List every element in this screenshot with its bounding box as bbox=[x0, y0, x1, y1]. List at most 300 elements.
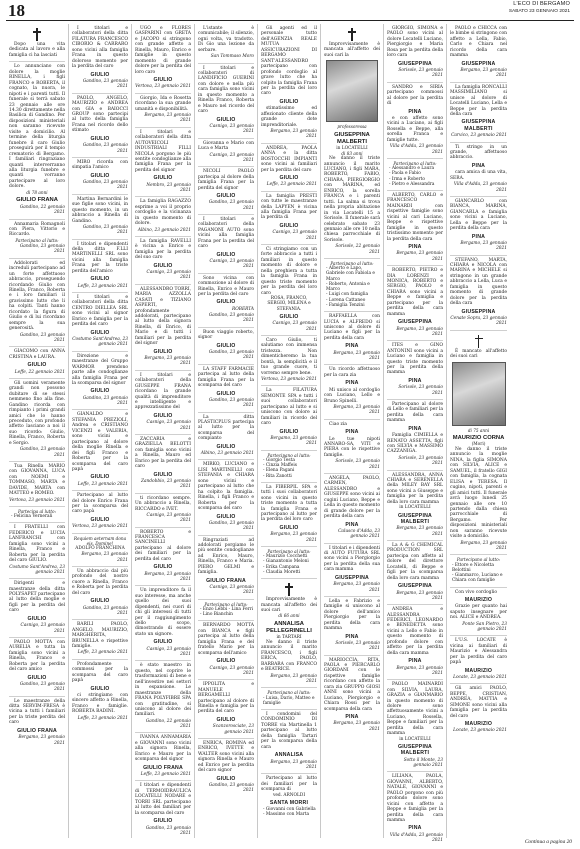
mourner-entry: - Pietro e Alessandra bbox=[389, 181, 435, 187]
cross-icon bbox=[285, 583, 293, 596]
obituary-notice bbox=[135, 24, 191, 94]
deceased-name: GIUSEPPINA bbox=[461, 60, 496, 67]
notice-text: La ditta PLASTICPLUS partecipa al lutto per la scomparsa del compianto bbox=[198, 414, 254, 442]
deceased-name: GIULIO bbox=[216, 390, 236, 397]
place-date: San Tommaso Moro bbox=[210, 54, 254, 60]
obituary-notice bbox=[450, 331, 507, 556]
place-date: Bergamo, 23 gennaio 2021 bbox=[396, 326, 443, 337]
notice-text: Ne danno il triste annuncio il marito FRANCESCO, i figli ERICA, PAOLO, BARBARA con FRANCO e BEATRICE. bbox=[261, 639, 317, 673]
obituary-notice bbox=[9, 24, 65, 62]
obituary-notice bbox=[9, 579, 65, 638]
deceased-name: PINA bbox=[345, 380, 359, 387]
notice-text: MIRO ricorda con simpatia l'amico bbox=[72, 159, 128, 171]
obituary-notice bbox=[135, 733, 191, 781]
place-date: Bergamo, 23 gennaio 2021 bbox=[144, 571, 191, 582]
deceased-name: GIULIO bbox=[90, 329, 110, 336]
place-date: Gandino, 23 gennaio 2021 bbox=[145, 825, 191, 836]
obituary-notice bbox=[387, 400, 443, 471]
deceased-name: GIUSEPPINA bbox=[398, 60, 432, 67]
notice-text: Con vivo cordoglio bbox=[455, 589, 497, 595]
place-date: Bergamo, 23 gennaio 2021 bbox=[333, 582, 380, 593]
notice-text: È mancato all'affetto dei suoi cari bbox=[450, 348, 507, 360]
notice-text: MIRKO, LUCIANO e LISI MARTINELLI con STEFANIA e CHIARA sono vicini e partecipano al lutto che ha colpito la famiglia. Rinella, i figli Franco e Roberta per la scomparsa del caro bbox=[198, 462, 254, 512]
column-1 bbox=[6, 24, 69, 838]
place-date: Villa d'Adda, 23 gennaio 2021 bbox=[389, 144, 443, 155]
notice-text: Le tue nipoti ANNARO-SA, VITI e PIERA con le rispettive famiglie. bbox=[324, 436, 380, 458]
continuation-note: Continua a pagina 20 bbox=[524, 839, 572, 845]
mourner-entry: - Elena Pagani bbox=[263, 468, 295, 474]
notice-text: Buon viaggio roberto, signor bbox=[198, 329, 254, 341]
obituary-notice bbox=[198, 167, 254, 215]
notice-text: cara amica di una vita, SERA. bbox=[450, 170, 507, 181]
obituary-notice bbox=[261, 483, 317, 547]
obituary-notice bbox=[9, 379, 65, 462]
obituary-notice bbox=[387, 541, 443, 605]
notice-subtitle: Partecipano al lutto: bbox=[267, 548, 311, 554]
obituary-notice bbox=[198, 24, 254, 64]
place-date: ROBERTA bbox=[232, 306, 254, 312]
notice-text: Un ricordo affettuoso per la cara zia bbox=[324, 367, 380, 378]
deceased-name: GIULIO bbox=[153, 564, 173, 571]
notice-text: Tua Rinella MARIO con GIOVANNA, LUCA con NOEMI e TOMMASO, MARTA e DAVIDE, MARTA con MATTEO e ROMEO. bbox=[9, 463, 65, 497]
deceased-name: GIULIO bbox=[153, 471, 173, 478]
place-date: Gandino, 23 gennaio 2021 bbox=[208, 313, 254, 324]
obituary-notice bbox=[261, 24, 317, 144]
place-date: Vertova, 23 gennaio 2021 bbox=[72, 524, 128, 530]
deceased-name: GIULIO bbox=[216, 299, 236, 306]
notice-text: BERNARDO MOTTA con BIANCA e figli partecipa al lutto della famiglia Frana e del fratello Mario per la scomparsa dell'amico bbox=[198, 623, 254, 656]
obituary-notice bbox=[9, 220, 65, 259]
deceased-name: GIULIO bbox=[279, 98, 299, 105]
mourner-entry: - Maurizio Cocchetti bbox=[263, 554, 308, 560]
place-date: Zandobbio, 23 gennaio 2021 bbox=[140, 479, 191, 490]
obituary-notice bbox=[198, 680, 254, 739]
deceased-name: GIULIO bbox=[90, 71, 110, 78]
obituary-notice bbox=[261, 192, 317, 245]
place-date: Locate, 23 gennaio 2021 bbox=[453, 675, 507, 680]
deceased-name: GIULIO FRANA bbox=[206, 577, 246, 584]
notice-text: La famiglia RAGAZZO esprime a voi il proprio cordoglio e la vicinanza in questo momento di dolore. bbox=[135, 199, 191, 227]
place-date: Bergamo, 23 gennaio 2021 bbox=[18, 735, 65, 746]
deceased-name: GIULIO bbox=[216, 251, 236, 258]
obituary-notice bbox=[387, 471, 443, 541]
deceased-name: MAURIZIO bbox=[464, 721, 493, 728]
notice-text: I titolari e collaboratori di LANDIFICIO GUERINI con dolore e nella più cara famiglia sono vicini in questo momento a Rinella Franco, Roberta e Mauro nel ricordo del caro bbox=[198, 65, 254, 115]
column-7 bbox=[384, 24, 447, 844]
deceased-name: GIULIO bbox=[27, 362, 47, 369]
deceased-name: GIULIO bbox=[216, 716, 236, 723]
place-date: Nembro, 23 gennaio 2021 bbox=[146, 182, 191, 194]
deceased-name: GIULIO bbox=[90, 276, 110, 283]
notice-text: Mi unisco al cordoglio con Luciano, Lello e Bruno Spinelli. bbox=[324, 387, 380, 404]
place-date: Casnigo, 23 gennaio 2021 bbox=[146, 420, 191, 431]
place-date: Vertova, 23 gennaio 2021 bbox=[9, 497, 65, 503]
mourner-entry: - Enzo Lebbi - Lina Ferri bbox=[200, 606, 254, 612]
notice-text: Un abbraccio dal più profondo del nostro cuore a Rinella, Franco e Roberta per la perdita del caro bbox=[72, 568, 128, 596]
name-detail: in TARTARI bbox=[276, 634, 302, 640]
notice-text: Caro Giulio, ti salutiamo con immensa tristezza. Non dimenticheremo la tua bontà, la semplicità e il tuo grande cuore, ti vorremo sempre bene. bbox=[261, 337, 317, 376]
notice-text: PAOLO e CHICCA con le bimbe si stringono con affetto a Lella, Fabio, Carlo e Chiara nel ricordo della cara mamma bbox=[450, 26, 507, 59]
place-date: Leffe, 23 gennaio 2021 bbox=[77, 481, 128, 487]
deceased-name: GIULIO bbox=[90, 388, 110, 395]
deceased-name: GIULIO bbox=[279, 313, 299, 320]
place-date: Bergamo, 23 gennaio 2021 bbox=[333, 405, 380, 416]
obituary-notice bbox=[450, 684, 507, 736]
notice-text: Annamaria Romagnoli con Piera, Vittorio e Riccardo. bbox=[9, 221, 65, 238]
place-date: Gandino, 22 gennaio 2021 bbox=[19, 204, 65, 216]
column-3 bbox=[132, 24, 195, 838]
place-date: Gandino, 23 gennaio 2021 bbox=[82, 79, 128, 90]
column-2 bbox=[69, 24, 132, 838]
mourner-entry: - Roberto, Antonia e Marco bbox=[326, 281, 370, 293]
obituary-notice bbox=[135, 781, 191, 839]
column-5 bbox=[258, 24, 321, 838]
obituary-notice bbox=[72, 620, 128, 660]
place-date: Casnigo, 23 gennaio 2021 bbox=[209, 259, 254, 270]
place-date: Vertova, 23 gennaio 2021 bbox=[135, 84, 191, 90]
obituary-notice bbox=[135, 371, 191, 435]
deceased-name: PINA bbox=[408, 377, 422, 384]
place-date: Bergamo, 23 gennaio 2021 bbox=[144, 113, 191, 124]
deceased-name: PINA bbox=[408, 658, 422, 665]
notice-text: Un imprenditore fa il suo interesse, ma anche quello dei suoi dipendenti, nei cuori di chi gli interessi di tutti per il raggiungimento dello scopo, dimostrando di essere stato un signore. bbox=[135, 588, 191, 637]
place-date: Gandino, 23 gennaio 2021 bbox=[208, 200, 254, 211]
deceased-name: MAURIZIO bbox=[464, 667, 493, 674]
obituary-notice bbox=[72, 158, 128, 195]
deceased-name: GIULIO bbox=[153, 818, 173, 825]
name-detail: in LOCATELLI bbox=[336, 145, 368, 151]
notice-text: Dirigenti e maestranze della ditta POLYSAPET partecipano al lutto della moglie e figli per la perdita del caro bbox=[9, 581, 65, 614]
deceased-name: GIULIO bbox=[279, 428, 299, 435]
place-date: Casnigo, 23 gennaio 2021 bbox=[272, 321, 317, 332]
deceased-name: GIULIO bbox=[90, 135, 110, 142]
obituary-notice bbox=[72, 567, 128, 620]
place-date: Casnigo, 23 gennaio 2021 bbox=[20, 623, 65, 634]
obituary-notice bbox=[72, 293, 128, 352]
obituary-notice bbox=[450, 588, 507, 637]
notice-text: Gli agenti ed il personale tutto dell'AGENZIA REALE MUTUA ASSICURAZIONI DI BERGAMO SANT'ALESSANDRO partecipano con profondo cordoglio al grave lutto che ha colpito la famiglia Frana per la perdita del loro caro bbox=[261, 26, 317, 97]
place-date: Bergamo, 23 gennaio 2021 bbox=[396, 526, 443, 537]
mourner-entry: - Luisa, Dario, Matteo e famiglie bbox=[263, 695, 315, 706]
place-date: Gandino, 23 gennaio 2021 bbox=[82, 143, 128, 154]
obituary-notice bbox=[72, 410, 128, 491]
obituary-notice bbox=[450, 197, 507, 256]
place-date: Bergamo, 23 gennaio 2021 bbox=[270, 532, 317, 543]
mourner-entry: - Erika Campana bbox=[263, 564, 300, 570]
notice-text: I titolari e dipendenti della ditta F.LLI MARTINELLI SRL sono vicini alla famiglia Frana per la triste perdita dell'amico bbox=[72, 241, 128, 274]
obituary-notice bbox=[387, 266, 443, 341]
place-date: Costumo Sant'Andrea, 23 gennaio 2021 bbox=[9, 564, 65, 575]
place-date: Leffe, 23 gennaio 2021 bbox=[77, 650, 128, 656]
obituary-notice bbox=[324, 656, 380, 736]
obituary-notice bbox=[450, 143, 507, 197]
obituary-notice bbox=[72, 491, 128, 534]
mourner-entry: - Ettore e Nicoletta Belottini bbox=[452, 562, 494, 573]
column-4 bbox=[195, 24, 258, 838]
notice-text: ROBERTO e FRANCESCA SANCINELLI partecipano al dolore dei familiari per la perdita del caro bbox=[135, 529, 191, 562]
deceased-name: ANNALISA bbox=[274, 752, 304, 759]
notice-text: Ti stringo in un grande, affettuoso abbraccio. bbox=[450, 144, 507, 161]
notice-text: La FIBERPIL SPA e tutti i suoi collaboratori sono vicini in questo triste momento a tutta la famiglia Frana e partecipano al lutto per la perdita del loro caro bbox=[261, 484, 317, 523]
obituary-notice bbox=[450, 256, 507, 331]
portrait-photo bbox=[452, 362, 506, 426]
obituary-notice bbox=[135, 285, 191, 371]
notice-text: è stato maestro in questo, nel coprire le trasformazioni di bene e nell'investire nei settori in espansione. Le maestranze della FRANA POLYFIBRE SPA con gratitudine, si uniscono al dolore dei familiari. bbox=[135, 663, 191, 718]
place-date: Gandino, 23 gennaio 2021 bbox=[208, 782, 254, 794]
notice-text: Grazie per quanto hai saputo insegnare per noi. ALICE e ANDREA. bbox=[450, 604, 507, 621]
obituary-notice bbox=[198, 274, 254, 328]
notice-text: ANDREA, PAOLA ANNA e la ditta BOSTOCCHI IMPIANTI sono vicini ai familiari per la perdita del caro bbox=[261, 145, 317, 173]
obituary-notice bbox=[387, 772, 443, 846]
obituary-notice bbox=[450, 555, 507, 587]
place-date: Casnigo, 23 gennaio 2021 bbox=[146, 646, 191, 658]
deceased-name: GIULIO FRANA bbox=[143, 764, 183, 771]
deceased-name: GIULIO bbox=[279, 174, 299, 181]
obituary-notice bbox=[135, 128, 191, 198]
portrait-photo bbox=[326, 60, 378, 122]
notice-text: MARIOCCIA, RITA, PAOLA e PIERCARLO GIORDANI con le rispettive famiglie ricordano con affetto la cara zia GRUPPO GIOSI ANNI sono vicini a Luciano, Piergiorgio e Chiara Rossi per la scomparsa della cara bbox=[324, 657, 380, 712]
obituary-notice bbox=[387, 159, 443, 191]
notice-text: GIORGIO, SIMONA e PAOLO sono vicini al dolore Locatelli Luciano, Piergiorgio e Maria Rosa per la perdita della loro cara bbox=[387, 26, 443, 59]
deceased-name: PINA bbox=[408, 244, 422, 251]
obituary-notice bbox=[450, 24, 507, 83]
place-date: Cenate Sopra, 23 gennaio 2021 bbox=[450, 316, 507, 327]
notice-text: GIANALDO e STEFANIA PREZIOLI, Andrea e CRISTIANO VICENZI e VALERIA, sono vicini e partecipano al dolore della moglie Rinella e dei figli Franco e Roberta per la scomparsa del caro papà bbox=[72, 412, 128, 472]
mourner-entry: - Alessandro e Laura bbox=[389, 166, 435, 171]
obituary-notice bbox=[9, 259, 65, 347]
notice-text: PAOLO MOTTA con AURELIA e tutta la famiglia sono vicini a Rinella, Franco e Roberta per la perdita del caro amico bbox=[9, 639, 65, 673]
obituary-notice bbox=[72, 534, 128, 567]
deceased-name: ANNALISA PELLEGRINELLI bbox=[266, 620, 312, 634]
obituary-notice bbox=[324, 365, 380, 419]
notice-text: I titolari e collaboratori della PAGANONI AUTO sono vicini alla famiglia Frana per la perdita del caro bbox=[198, 216, 254, 250]
obituary-notice bbox=[198, 365, 254, 413]
notice-text: Improvvisamente è mancata all'affetto dei suoi cari la bbox=[324, 42, 380, 58]
place-date: Albino, 23 gennaio 2021 bbox=[200, 451, 254, 457]
obituary-notice bbox=[135, 586, 191, 661]
deceased-name: GIULIO bbox=[27, 674, 47, 681]
obituary-notice bbox=[324, 420, 380, 474]
obituary-notice bbox=[261, 386, 317, 450]
mourner-entry: - Felicina Vernerali bbox=[11, 514, 53, 520]
deceased-name: GIULIO FRANA bbox=[16, 196, 58, 203]
notice-text: Partecipano al dolore di Lello e familiari per la perdita della cara mamma bbox=[387, 401, 443, 424]
place-date: Bergamo, 23 gennaio 2021 bbox=[460, 540, 507, 552]
notice-subtitle: di 78 anni bbox=[26, 189, 48, 195]
obituary-notice bbox=[198, 536, 254, 600]
page-header bbox=[6, 0, 574, 21]
place-date: Sorisole, 23 gennaio 2021 bbox=[398, 385, 443, 396]
notice-text: UGO e FLORES GASPARINI con GRETA e JACOPO si stringono con grande affetto a Rinella, Mauro, Enrico e famiglie in questo momento di grande dolore per la perdita del loro caro bbox=[135, 26, 191, 75]
deceased-name: PINA bbox=[345, 521, 359, 528]
obituary-notice bbox=[72, 195, 128, 240]
deceased-name: GIUSEPPINA bbox=[398, 583, 432, 590]
place-date: Gandino, 23 gennaio 2021 bbox=[19, 447, 65, 458]
mourner-entry: - Claudia Moretti bbox=[263, 569, 301, 575]
notice-text: Addolorati ed increduli partecipano ad un forte affettuoso abbraccio, proseguendo ricordando Giulio con Rinella, Franco, Roberta e i loro familiari il gravissimo lutto che li ha colpiti. Tanti hanno ricordato la figura di Giulio e di lui ricordano sempre la sua generosità. bbox=[9, 260, 65, 332]
mourner-entry: - Cinzia Maffeis bbox=[263, 463, 297, 468]
place-date: Scanzorosciate, 23 gennaio 2021 bbox=[212, 724, 254, 735]
obituary-notice bbox=[9, 462, 65, 507]
obituary-notice bbox=[387, 341, 443, 400]
notice-text: La famiglia PRESTI con tutte le maestranze della LAPYEN è vicina alla famiglia Frana per la perdita di bbox=[261, 193, 317, 221]
obituary-notice bbox=[324, 24, 380, 259]
mourner-entry: - Famiglia Tenzini bbox=[326, 302, 365, 308]
place-date: Bergamo, 23 gennaio 2021 bbox=[396, 665, 443, 676]
notice-text: Partecipano al lutto del dolore Enrico Frana per la scomparsa del caro papà bbox=[72, 493, 128, 515]
deceased-name: GIULIO bbox=[279, 524, 299, 531]
obituary-notice bbox=[9, 638, 65, 697]
notice-text: LA STAFF FARMACIE partecipa al lutto della famiglia Frana per la scomparsa del caro bbox=[198, 366, 254, 389]
obituary-notice bbox=[387, 83, 443, 159]
obituary-notice bbox=[72, 94, 128, 158]
notice-text: Ciao zia bbox=[329, 421, 347, 427]
notice-text: Dopo una vita dedicata al lavoro e alla famiglia ci ha lasciati bbox=[9, 42, 65, 58]
notice-text: ZACCARIA e GRAZIELLA BELOTTI con famiglia sono vicini a Rinella, Mauro ed Enrico per la perdita del caro bbox=[135, 436, 191, 470]
place-date: Gandino, 23 gennaio 2021 bbox=[82, 180, 128, 191]
notice-text: Giovanna e Mario con Luca e Marta bbox=[198, 140, 254, 152]
notice-text: ITES e GINO ANTONINI sono vicini a Luciano e famiglia in questo triste momento per la perdita della mamma bbox=[387, 343, 443, 376]
obituary-notice bbox=[198, 600, 254, 622]
place-date: Albino, 23 gennaio 2021 bbox=[137, 227, 191, 233]
deceased-name: PINA bbox=[471, 162, 486, 169]
obituary-notice bbox=[261, 688, 317, 710]
obituary-notice bbox=[135, 494, 191, 528]
deceased-name: GIUSEPPINA MALBERTI bbox=[461, 119, 496, 132]
notice-text: ALESSANDRA, ANNA CHIARA e SERENELLA della MILEY BAY SRL sono vicini a Giuseppe e famiglia per la perdita della loro cara mamma bbox=[387, 472, 443, 505]
notice-subtitle: di 66 anni bbox=[278, 613, 300, 619]
place-date: Bergamo, 23 gennaio 2021 bbox=[460, 68, 507, 79]
notice-text: Profondamente commossi per la scomparsa del caro papà bbox=[72, 661, 128, 684]
deceased-name: GIULIO bbox=[216, 658, 236, 665]
deceased-name: GIUSEPPINA MALBERTI bbox=[334, 131, 370, 145]
notice-text: Giorgio, Ida e Rosetta ricordano la sua grande umanità e disponibilità. bbox=[135, 95, 191, 112]
obituary-notice bbox=[135, 528, 191, 587]
notice-text: ANDREA e ALESSANDRA FEDERICI, LEONARDO e BENEDETTA sono vicini a Lello e Fabio in questo momento di profondo dolore con affetto per la perdita della cara mamma bbox=[387, 607, 443, 656]
deceased-name: GIULIO bbox=[216, 775, 236, 782]
place-date: Vertova, 23 gennaio 2021 bbox=[261, 377, 317, 383]
notice-text: I titolari e collaboratori della ditta CENTRO DIELLEA SRL sono vicini al signor Enrico e famiglia per la perdita del caro bbox=[72, 294, 128, 328]
place-date: Casnigo, 23 gennaio 2021 bbox=[146, 270, 191, 281]
obituary-notice bbox=[135, 94, 191, 128]
place-date: Sorisole, 22 gennaio 2021 bbox=[335, 244, 380, 255]
obituary-notice bbox=[72, 660, 128, 724]
place-date: Costumo Sant'Andrea, 23 gennaio 2021 bbox=[72, 337, 128, 348]
obituary-notice bbox=[198, 739, 254, 797]
notice-subtitle: di 75 anni bbox=[467, 427, 490, 433]
notice-text: I condomini del CONDOMINIO DI TORRE via Martinella 1 partecipano al lutto della famiglia Tartari per la scomparsa della cara bbox=[261, 712, 317, 750]
mourner-entry: - Luigi con famiglia bbox=[326, 292, 369, 298]
place-date: Sorisole, 23 gennaio 2021 bbox=[398, 455, 443, 467]
place-date: Gandino, 23 gennaio 2021 bbox=[82, 605, 128, 616]
obituary-notice bbox=[324, 597, 380, 656]
place-date: Bergamo, 23 gennaio 2021 bbox=[333, 721, 380, 732]
notice-text: Partecipano al lutto dei familiari per la scomparsa di bbox=[261, 776, 317, 793]
place-date: Gandino, 23 gennaio 2021 bbox=[19, 332, 65, 343]
deceased-name: GIULIO bbox=[153, 639, 173, 646]
deceased-name: GIULIO bbox=[153, 348, 173, 355]
cross-icon bbox=[33, 28, 41, 41]
obituary-notice bbox=[261, 579, 317, 688]
deceased-name: PINA bbox=[408, 108, 422, 115]
place-date: Bergamo, 23 gennaio 2021 bbox=[81, 552, 128, 563]
deceased-name: GIULIO FRANA bbox=[17, 727, 57, 734]
obituary-notice bbox=[198, 460, 254, 535]
place-date: Bergamo, 23 gennaio 2021 bbox=[144, 356, 191, 367]
notice-text: Ci stringiamo con un forte abbraccio a tutti i familiari in questo momento di dolore e nella preghiera a tutta la famiglia Frana in questo triste momento per la perdita del loro caro bbox=[261, 246, 317, 296]
notice-text: RAFFAELLA con LUCIA e ALFREDO si uniscono al dolore di Luciano e figli per la perdita della cara bbox=[324, 314, 380, 341]
notice-text: La A & G CHEMICAL PRODUCTION SRL partecipa con affetto al dolore del direttore Locatelli, di Beppe e figli per la scomparsa della loro cara mamma bbox=[387, 542, 443, 581]
place-date: Casnigo, 23 gennaio 2021 bbox=[209, 124, 254, 135]
obituary-notice bbox=[198, 328, 254, 365]
notice-text: Ne danno il triste annuncio il marito LUCIANO, i figli MARA, ROBERTO, FABIO, CHIARA, PIERGIORGIO con MARINA, ed ENRICO, la sorella FRANCA e i parenti tutti. La salma si trova nella propria abitazione in via Locatelli 15 a Sorisole. Il funerale sarà celebrato sabato 23 gennaio alle ore 10 nella chiesa parrocchiale di Sorisole. bbox=[324, 156, 380, 243]
deceased-name: PINA bbox=[471, 233, 486, 240]
notice-text: Gli amici PAOLO, BEPPE, CRISTIAN, ANDREA, MATTIA e SIMONE sono vicini alla famiglia per la perdita del caro bbox=[450, 686, 507, 719]
deceased-name: PINA bbox=[345, 429, 359, 436]
notice-subtitle: di 83 anni bbox=[341, 150, 363, 156]
place-date: Bergamo, 23 gennaio 2021 bbox=[396, 590, 443, 601]
mourner-entry: - Rita Zanotti bbox=[263, 473, 292, 479]
notice-text: Famiglia CIMIELLA e RENATO ASSETTA, figli con SILVIA e MASSIMO CAZZANIGA. bbox=[387, 433, 443, 455]
deceased-name: GIULIO bbox=[153, 262, 173, 269]
place-date: Gandino, 23 gennaio 2021 bbox=[208, 520, 254, 532]
place-date: Calusco d'Adda, 23 gennaio 2021 bbox=[338, 528, 380, 540]
obituary-notice bbox=[198, 64, 254, 139]
place-date: Casnigo, 23 gennaio 2021 bbox=[272, 230, 317, 241]
place-date: Gandino, 23 gennaio 2021 bbox=[208, 397, 254, 409]
notice-text: I titolari e dipendenti di TERMOIDRAULICA LOCATELLI NODARE e TORRI SRL partecipano al lutto dei familiari per la scomparsa del caro bbox=[135, 783, 191, 816]
obituary-notice bbox=[324, 259, 380, 312]
place-date: Bergamo, 23 gennaio 2021 bbox=[460, 240, 507, 252]
place-date: Leffe, 23 gennaio 2021 bbox=[140, 772, 191, 778]
place-date: Gandino, 23 gennaio 2021 bbox=[208, 350, 254, 361]
deceased-name: GIULIO bbox=[27, 615, 47, 622]
cross-icon bbox=[348, 28, 356, 41]
notice-text: Direzione e maestranze del Gruppo WARMOR prendono parte alle condoglianze alla famiglia Frana per la scomparsa del signor bbox=[72, 353, 128, 386]
deceased-name: MAURIZIO CORNA bbox=[452, 434, 505, 441]
obituary-notice bbox=[198, 215, 254, 274]
notice-text: Ringraziati ad addolorati porgiamo le più sentite condoglianze ad Enrico, Mauro, Rinella, Franco e Maria. PIERO GELMI e famiglia. bbox=[198, 537, 254, 576]
place-date: Leffe, 23 gennaio 2021 bbox=[266, 182, 317, 188]
name-detail: in LOCATELLI bbox=[399, 505, 431, 511]
deceased-name: PINA bbox=[408, 825, 422, 832]
obituary-notice bbox=[135, 197, 191, 237]
notice-text: ANGELA, PAOLO, CARMEN, ALESSANDRO e GIUSEPPE sono vicini ai cugini Luciano, Beppe e Lella in questo momento di grande dolore per la perdita della cara bbox=[324, 475, 380, 520]
place-date: Villa d'Adda, 23 gennaio 2021 bbox=[389, 832, 443, 844]
obituary-notice bbox=[261, 245, 317, 336]
place-date: Carvico, 23 gennaio 2021 bbox=[451, 133, 507, 139]
notice-text: Martina Bernardini le sue figlie sono vicini, in questo momento, in un abbraccio a Rinella di Gandino. bbox=[72, 196, 128, 224]
deceased-name: GIULIO bbox=[216, 192, 236, 199]
column-8 bbox=[447, 24, 510, 838]
mourner-entry: - Giorgio Testa bbox=[263, 457, 295, 463]
mourner-entry: - Irma e Roberto bbox=[389, 176, 425, 182]
mourner-entry: - Paola e Fabio bbox=[389, 171, 421, 177]
obituary-notice bbox=[198, 139, 254, 168]
deceased-name: GIULIO bbox=[216, 116, 236, 123]
place-date: Bergamo, 23 gennaio 2021 bbox=[333, 350, 380, 362]
deceased-name: GIULIO bbox=[216, 443, 236, 450]
notice-text: La FILATURA SEMONTE SPA e tutti i suoi collaboratori partecipano al lutto e si uniscono con dolore ai familiari in ricordo del caro bbox=[261, 388, 317, 427]
deceased-name: MAURIZIO bbox=[464, 596, 493, 603]
notice-text: GIACOMO con ANNA CRISTINA e LAURA. bbox=[9, 349, 65, 360]
notice-subtitle: professoressa bbox=[337, 124, 367, 130]
place-date: Sotto il Monte, 23 gennaio 2021 bbox=[403, 757, 443, 769]
place-date: Casnigo, 23 gennaio 2021 bbox=[209, 152, 254, 163]
notice-text: ALBERTO, CARLO e FRANCESCO MAINARDI con rispettive famiglie sono vicini al cari Luciano, Beppe e rispettive famiglie in questo tristissimo momento per la perdita della cara bbox=[387, 193, 443, 242]
obituary-notice bbox=[450, 83, 507, 143]
place-date: Casnigo, 23 gennaio 2021 bbox=[146, 512, 191, 524]
